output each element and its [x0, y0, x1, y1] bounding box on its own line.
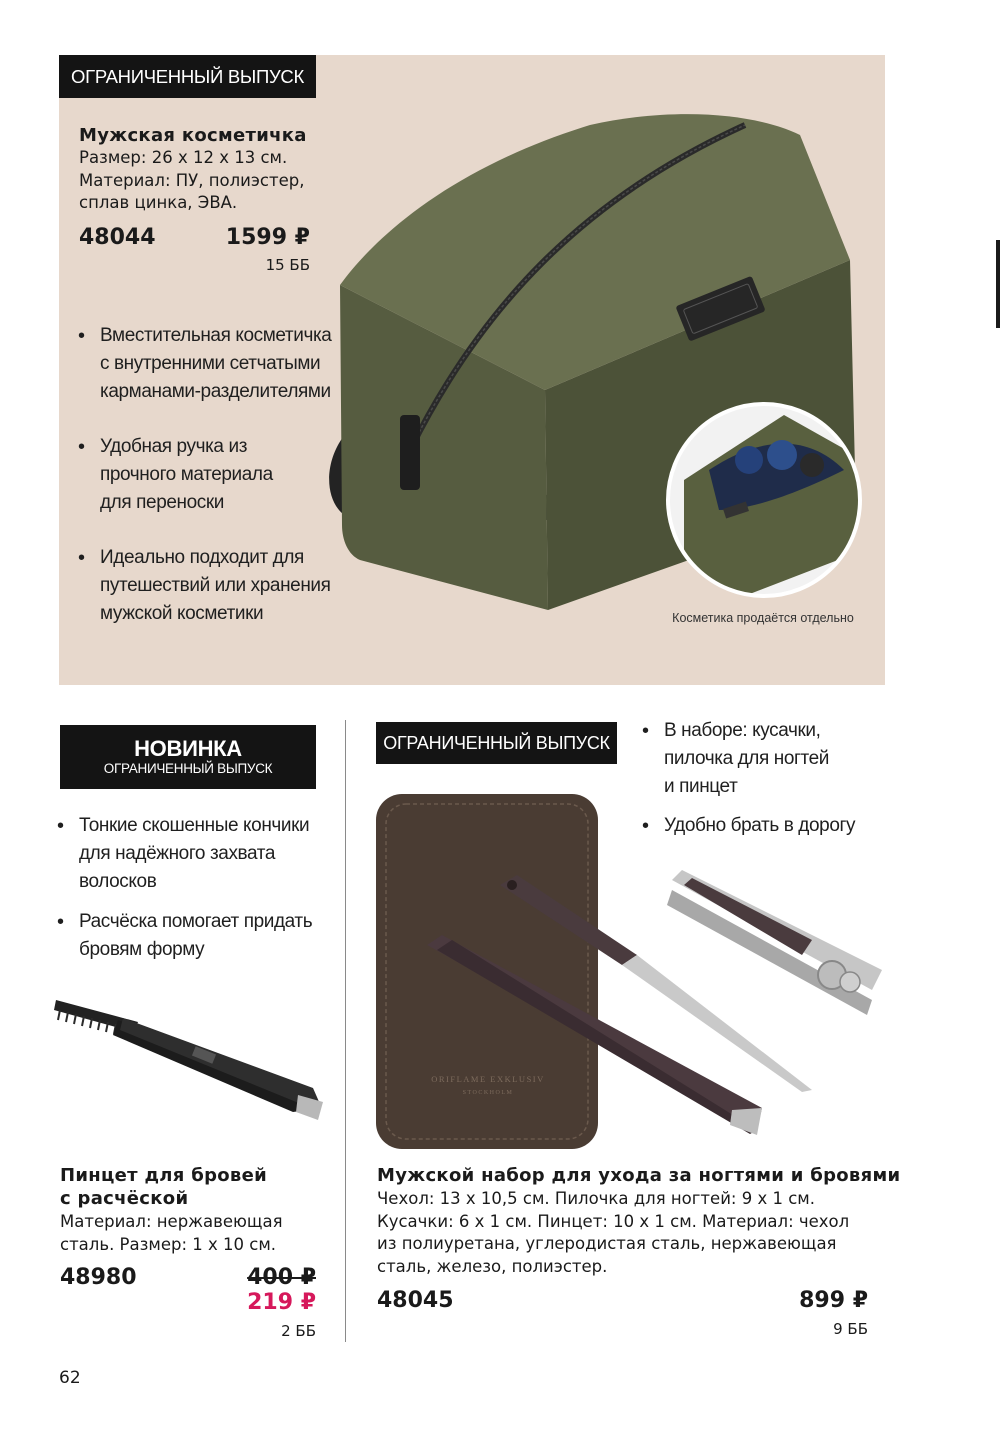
desc-line: сталь, железо, полиэстер. — [377, 1256, 608, 1276]
tweezers-old-price: 400 ₽ — [247, 1265, 316, 1290]
tweezers-sale-price: 219 ₽ — [247, 1290, 316, 1315]
desc-line: Размер: 26 х 12 х 13 см. — [79, 148, 288, 167]
bag-points: 15 ББ — [265, 256, 310, 274]
desc-line: Материал: нержавеющая — [60, 1212, 283, 1231]
bullet-item — [78, 433, 348, 517]
bullet-line: бровям форму — [79, 939, 205, 960]
bullet-line: • Расчёска помогает придать — [79, 911, 313, 932]
bullet-line: путешествий или хранения — [100, 575, 331, 596]
nailset-price: 899 ₽ — [799, 1288, 868, 1313]
new-limited-tag — [60, 725, 316, 789]
tag-new-label: НОВИНКА — [134, 736, 242, 761]
tag-label: ОГРАНИЧЕННЫЙ ВЫПУСК — [71, 65, 304, 87]
case-brand: ORIFLAME EXKLUSIV — [431, 1074, 545, 1084]
case-sub: STOCKHOLM — [462, 1090, 514, 1096]
bullet-line: мужской косметики — [100, 603, 264, 624]
nailset-description — [377, 1188, 849, 1278]
bullet-line: карманами-разделителями — [100, 381, 331, 402]
bullet-line: пилочка для ногтей — [664, 748, 830, 769]
bag-title: Мужская косметичка — [79, 125, 307, 146]
bullet-item — [642, 717, 902, 801]
bullet-line: для надёжного захвата — [79, 843, 276, 864]
bullet-line: с внутренними сетчатыми — [100, 353, 321, 374]
bullet-line: волосков — [79, 871, 157, 892]
desc-line: сплав цинка, ЭВА. — [79, 193, 238, 212]
desc-line: Чехол: 13 х 10,5 см. Пилочка для ногтей: 9 х 1 см. — [377, 1189, 815, 1208]
bullet-line: • Идеально подходит для — [100, 547, 304, 568]
bullet-line: и пинцет — [664, 776, 738, 797]
limited-edition-tag — [376, 722, 617, 764]
eyebrow-tweezers-image — [48, 980, 333, 1140]
tweezers-points: 2 ББ — [281, 1322, 316, 1340]
bullet-line: прочного материала — [100, 464, 273, 485]
bag-description — [79, 147, 304, 215]
bullet-line: • Вместительная косметичка — [100, 325, 332, 346]
tweezers-description — [60, 1211, 283, 1256]
page-number: 62 — [59, 1368, 81, 1388]
bag-features — [78, 322, 348, 628]
bullet-line: • В наборе: кусачки, — [664, 720, 821, 741]
bullet-line: • Удобная ручка из — [100, 436, 248, 457]
desc-line: Материал: ПУ, полиэстер, — [79, 170, 305, 190]
bullet-line: для переноски — [100, 492, 225, 513]
title-line: с расчёской — [60, 1188, 189, 1209]
limited-edition-tag — [59, 55, 316, 98]
desc-line: Кусачки: 6 х 1 см. Пинцет: 10 х 1 см. Материал: чехол — [377, 1211, 850, 1231]
sold-separately-note: Косметика продаётся отдельно — [672, 611, 854, 625]
nailset-code: 48045 — [377, 1288, 454, 1313]
tag-label: ОГРАНИЧЕННЫЙ ВЫПУСК — [383, 732, 610, 753]
tweezers-title — [60, 1164, 267, 1210]
desc-line: сталь. Размер: 1 х 10 см. — [60, 1234, 277, 1254]
tag-sub-label: ОГРАНИЧЕННЫЙ ВЫПУСК — [103, 761, 273, 776]
bag-inset-image — [664, 400, 864, 600]
nail-set-image — [372, 790, 892, 1160]
bullet-item — [57, 812, 342, 896]
bag-code: 48044 — [79, 225, 156, 250]
desc-line: из полиуретана, углеродистая сталь, нержавеющая — [377, 1234, 837, 1253]
bullet-item — [78, 322, 348, 406]
bullet-line: • Тонкие скошенные кончики — [79, 815, 310, 836]
title-line: Пинцет для бровей — [60, 1165, 268, 1186]
column-divider — [345, 720, 346, 1342]
bullet-item — [78, 544, 348, 628]
nailset-title: Мужской набор для ухода за ногтями и бровями — [377, 1165, 901, 1186]
bullet-line: • Удобно брать в дорогу — [664, 815, 856, 836]
tweezers-features — [57, 812, 342, 964]
page-edge-marker — [996, 240, 1000, 328]
nailset-points: 9 ББ — [833, 1320, 868, 1338]
bullet-item — [57, 908, 342, 964]
tweezers-code: 48980 — [60, 1265, 137, 1290]
bag-price: 1599 ₽ — [225, 225, 310, 250]
